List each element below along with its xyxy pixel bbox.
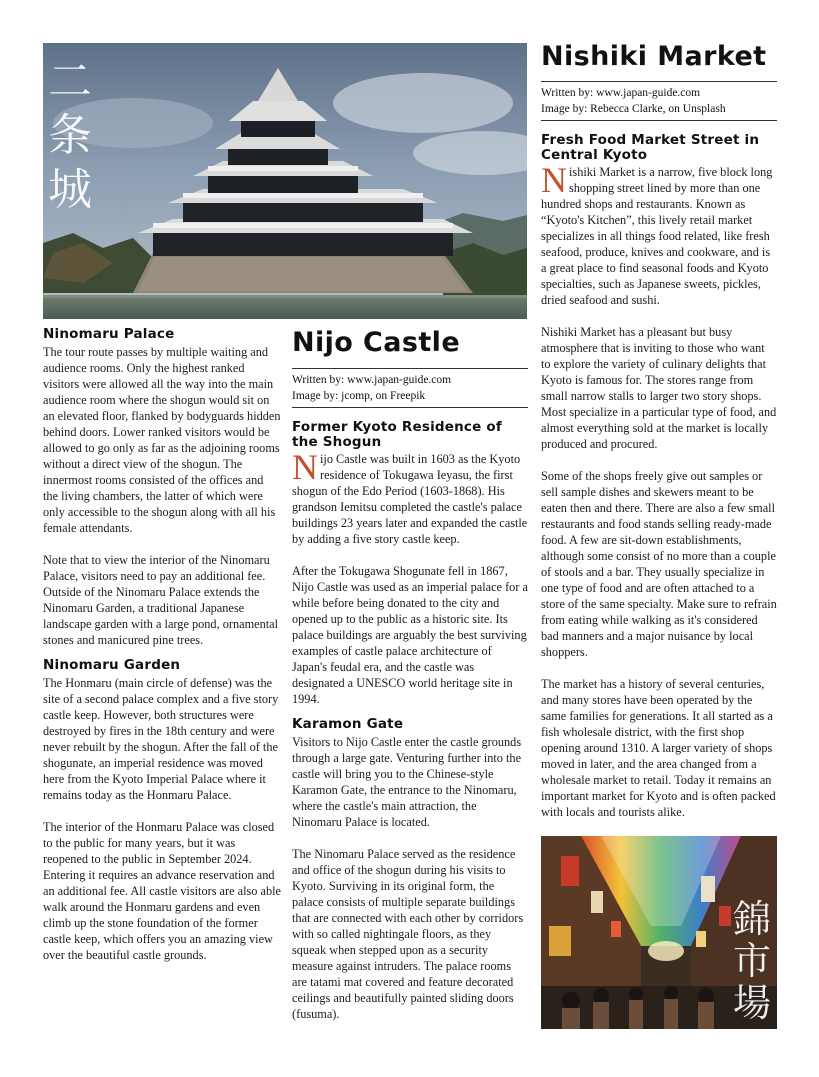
nishiki-meta-rule [541, 120, 777, 121]
nishiki-paragraph-4: The market has a history of several centuries, and many stores have been operated by the same families for generations. It all started as a fish wholesale district, with the first shop opening around 1310. A larger variety of shops moved in later, and the area changed from a wholesale market to retail. Today it remains an important market for Kyoto and is often packed with locals and tourists alike. [541, 677, 776, 819]
market-kanji-3: 場 [732, 981, 771, 1025]
nishiki-dropcap: N [541, 160, 567, 200]
nijo-text [292, 447, 528, 707]
castle-kanji-overlay [45, 55, 95, 217]
nishiki-subheading: Fresh Food Market Street in Central Kyoto [541, 132, 760, 163]
middle-column [292, 328, 528, 1022]
ninomaru-palace-paragraph-1: The tour route passes by multiple waiting and audience rooms. Only the highest ranked visitors were allowed all the way into the main audience room where the shogun would sit on an elevated floor, flanked by bodyguards hidden behind doors. Lower ranked visitors would be allowed to go only as far as the adjoining rooms without a direct view of the shogun. The innermost rooms consisted of the offices and the living chambers, the latter of which were only accessible to the shogun along with all his female attendants. [43, 345, 281, 535]
nishiki-image-by: Image by: Rebecca Clarke, on Unsplash [541, 103, 726, 115]
nishiki-paragraph-3: Some of the shops freely give out samples or sell sample dishes and skewers meant to be eaten then and there. There are also a few small restaurants and food stands selling ready-made food. A few are sit-down establishments, although some consist of no more than a couple of stools and a bar. They usually specialize in one type of food and are often attached to a store of the same specialty. Make sure to refrain from eating while walking as it's considered bad manners and a major nuisance by local shoppers. [541, 469, 777, 659]
nijo-paragraph-2: After the Tokugawa Shogunate fell in 1867, Nijo Castle was used as an imperial palace for a while before being donated to the city and opened up to the public as a historic site. Its palace buildings are arguably the best surviving examples of castle palace architecture of Japan's feudal era, and the castle was designated a UNESCO world heritage site in 1994. [292, 564, 528, 706]
nishiki-paragraph-1-rest: ishiki Market is a narrow, five block long shopping street lined by more than one hundred shops and restaurants. Known as “Kyoto's Kitchen”, this lively retail market specializes in all things food related, like fresh seafood, produce, knives and cookware, and is a great place to find seasonal foods and Kyoto specialties, such as Japanese sweets, pickles, dried seafood and sushi. [541, 165, 773, 307]
nishiki-paragraph-1 [541, 160, 777, 308]
karamon-gate-heading: Karamon Gate [292, 716, 404, 732]
nijo-paragraph-1-rest: ijo Castle was built in 1603 as the Kyoto residence of Tokugawa Ieyasu, the first shogun of the Edo Period (1603-1868). His grandson Iemitsu completed the castle's palace buildings 23 years later and expanded the castle by adding a five story castle keep. [292, 452, 528, 546]
ninomaru-garden-paragraph-1: The Honmaru (main circle of defense) was the site of a second palace complex and a five story castle keep. However, both structures were destroyed by fires in the 18th century and were never rebuilt by the shogun. After the fall of the shogunate, an imperial residence was moved here from the Kyoto Imperial Palace where it remains today as the Honmaru Palace. [43, 676, 279, 802]
karamon-gate-text [292, 734, 528, 1022]
karamon-paragraph-1: Visitors to Nijo Castle enter the castle grounds through a large gate. Venturing further into the castle will bring you to the Chinese-style Karamon Gate, the entrance to the Ninomaru, where the castle's main attraction, the Ninomaru Palace is located. [292, 735, 522, 829]
right-column [541, 42, 777, 820]
nijo-written-by: Written by: www.japan-guide.com [292, 374, 452, 386]
nishiki-market-title: Nishiki Market [541, 41, 767, 72]
ninomaru-palace-text [43, 344, 281, 648]
castle-kanji-2: 条 [48, 110, 92, 161]
market-kanji-2: 市 [732, 939, 771, 983]
nijo-paragraph-1 [292, 447, 528, 547]
nijo-dropcap: N [292, 447, 318, 487]
left-column [43, 327, 281, 963]
ninomaru-garden-heading: Ninomaru Garden [43, 657, 181, 673]
nijo-meta-rule [292, 407, 528, 408]
ninomaru-garden-paragraph-2: The interior of the Honmaru Palace was closed to the public for many years, but it was reopened to the public in September 2024. Entering it requires an advance reservation and an additional fee. All castle visitors are also able walk around the Honmaru gardens and even climb up the stone foundation of the former castle keep, which offers you an amazing view over the beautiful castle grounds. [43, 820, 281, 962]
nijo-image-by: Image by: jcomp, on Freepik [292, 390, 426, 402]
karamon-paragraph-2: The Ninomaru Palace served as the residence and office of the shogun during his visits to Kyoto. Surviving in its original form, the palace consists of multiple separate buildings that are connected with each other by corridors with so called nightingale floors, as they squeak when stepped upon as a security measure against intruders. The palace rooms are tatami mat covered and feature decorated ceilings and beautifully painted sliding doors (fusuma). [292, 847, 524, 1021]
market-photo [541, 836, 777, 1029]
market-kanji-overlay [729, 898, 775, 1024]
nijo-title-rule [292, 368, 528, 369]
castle-illustration [43, 43, 527, 319]
castle-kanji-1: 二 [48, 56, 92, 107]
nishiki-title-rule [541, 81, 777, 82]
nijo-subheading: Former Kyoto Residence of the Shogun [292, 419, 502, 450]
nishiki-paragraph-2: Nishiki Market has a pleasant but busy atmosphere that is inviting to those who want to explore the variety of culinary delights that Kyoto is famous for. The stores range from small narrow stalls to larger two story shops. Most specialize in a particular type of food, and almost everything sold at the market is locally produced and procured. [541, 325, 777, 451]
ninomaru-palace-heading: Ninomaru Palace [43, 326, 175, 342]
nijo-castle-title: Nijo Castle [292, 327, 461, 358]
ninomaru-palace-paragraph-2: Note that to view the interior of the Ninomaru Palace, visitors need to pay an additional fee. Outside of the Ninomaru Palace extends the Ninomaru Garden, a traditional Japanese landscape garden with a large pond, ornamental stones and manicured pine trees. [43, 553, 279, 647]
nishiki-written-by: Written by: www.japan-guide.com [541, 87, 701, 99]
market-kanji-1: 錦 [732, 897, 771, 941]
nishiki-text [541, 160, 777, 820]
castle-photo [43, 43, 527, 319]
ninomaru-garden-text [43, 675, 281, 963]
castle-kanji-3: 城 [48, 164, 92, 215]
